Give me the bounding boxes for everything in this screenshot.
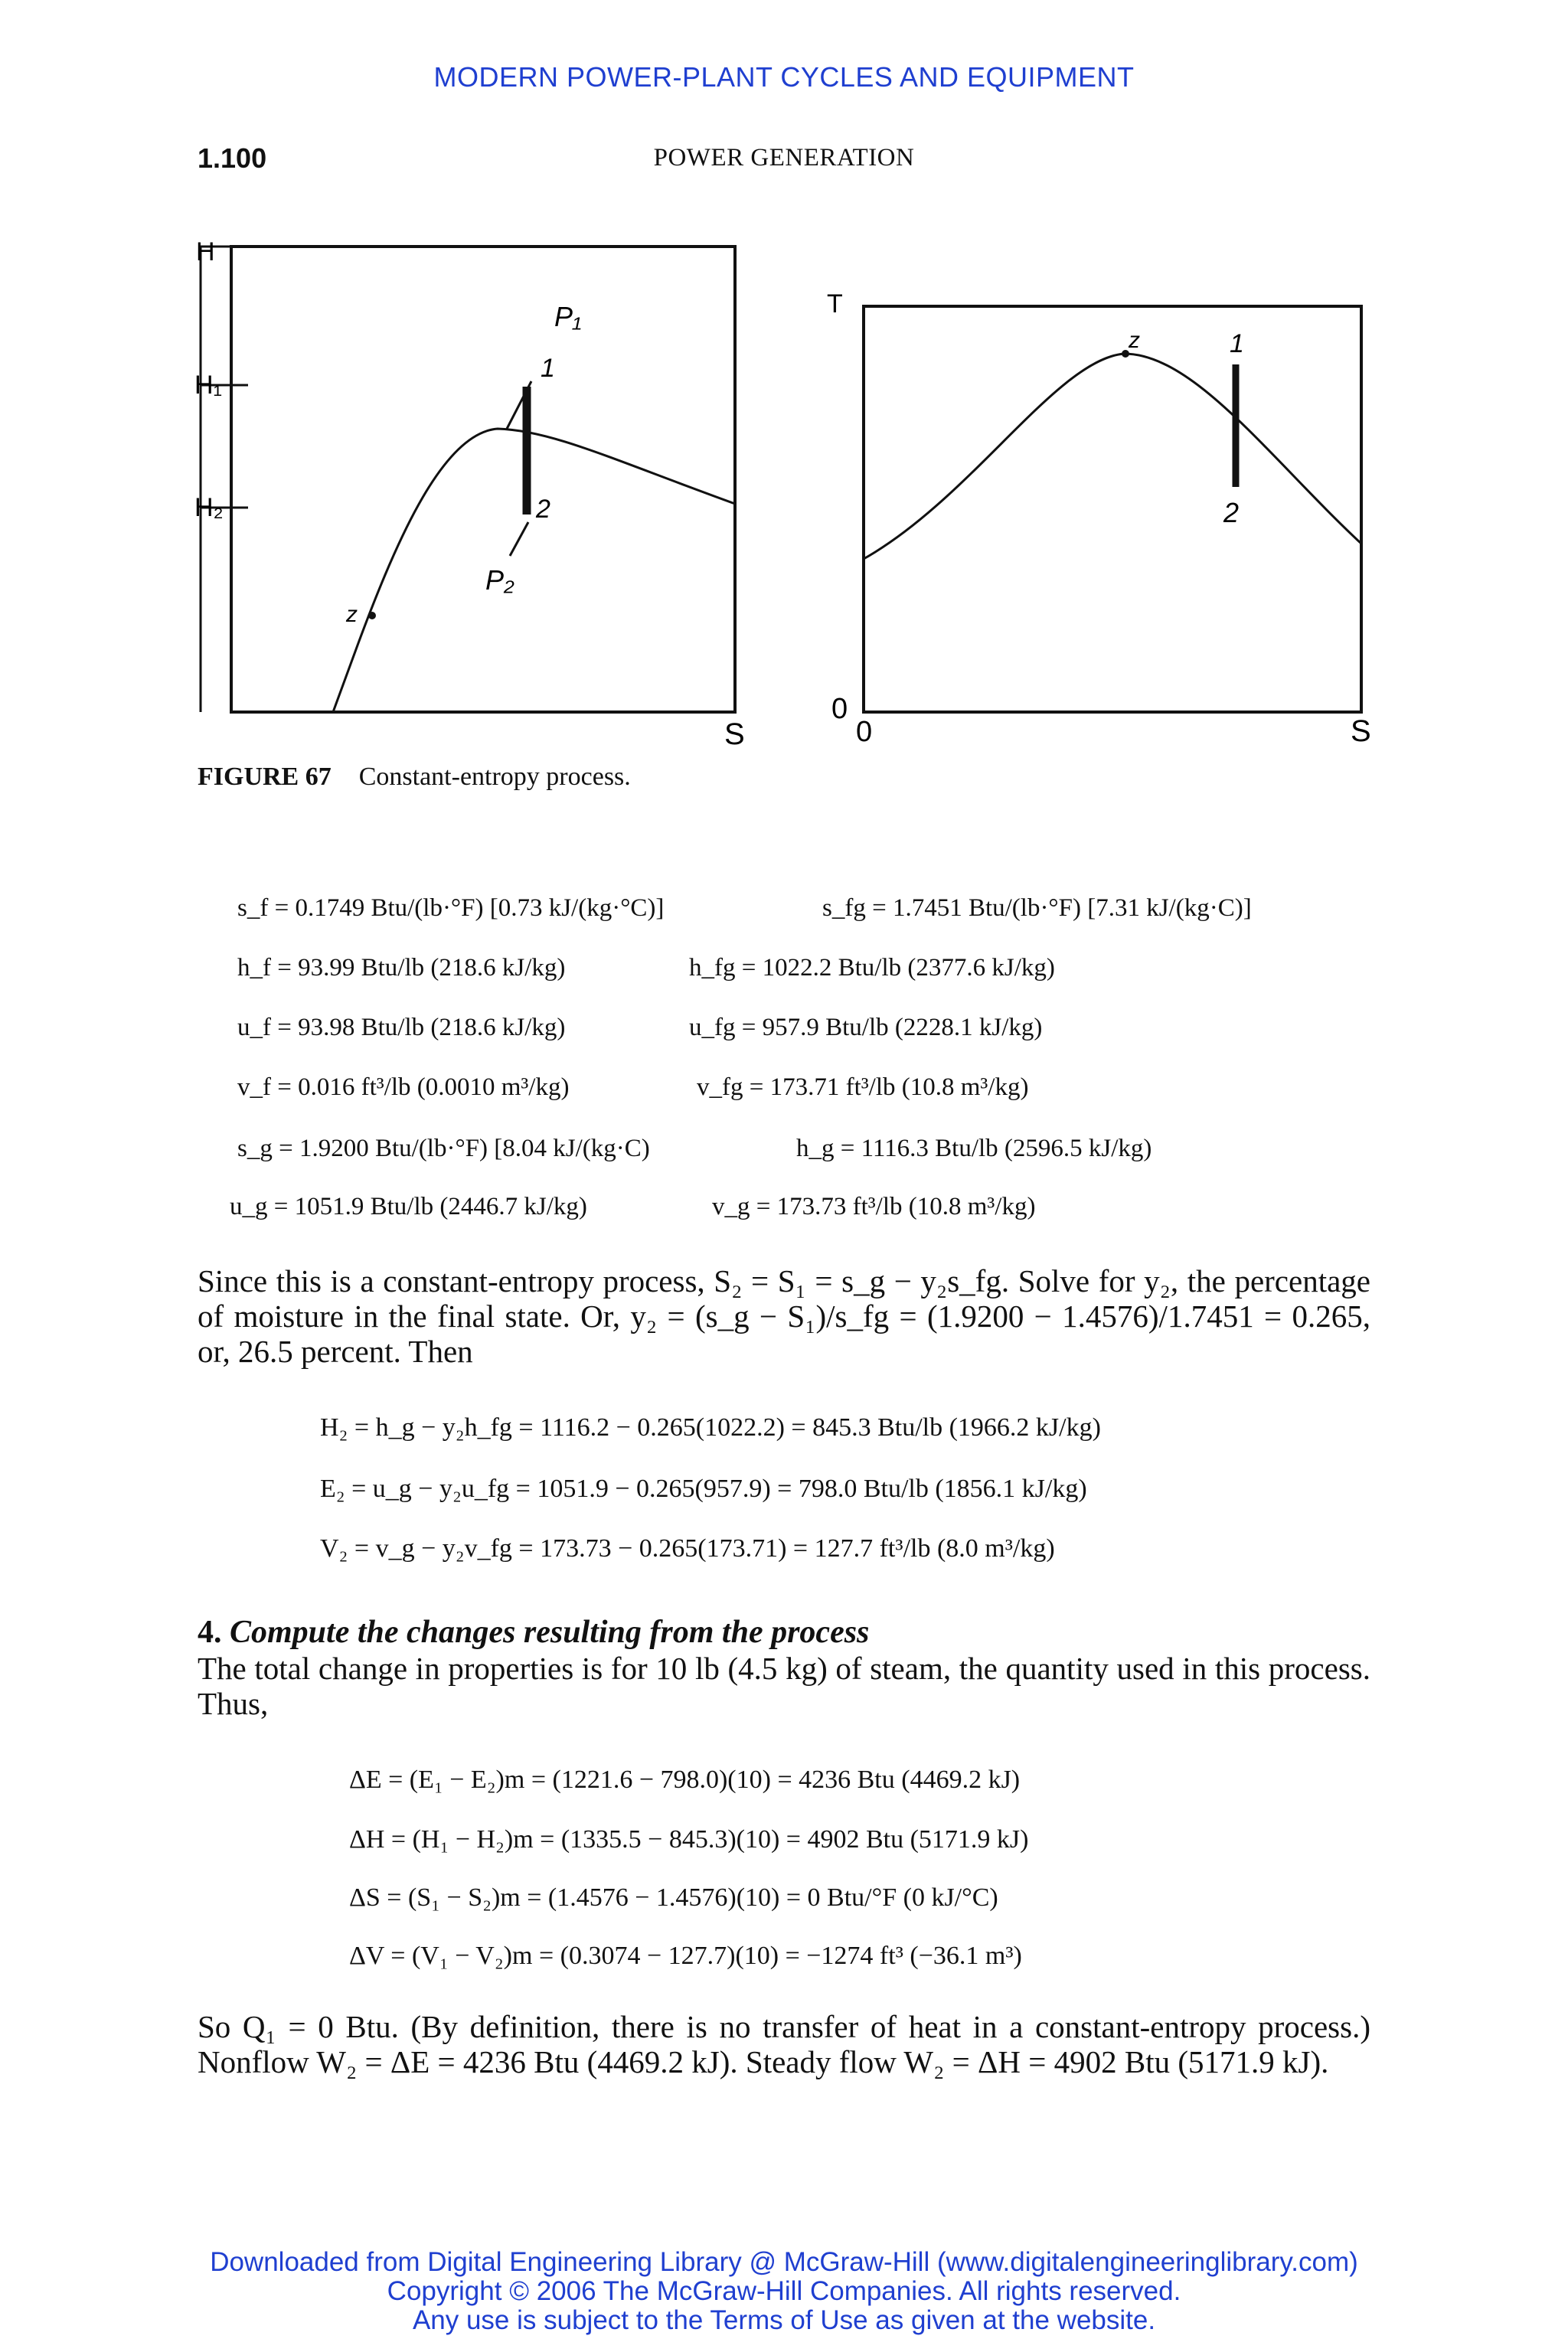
ts-y-axis-label: T: [827, 289, 843, 318]
document-source-banner: MODERN POWER-PLANT CYCLES AND EQUIPMENT: [433, 61, 1135, 93]
hs-point-z: [368, 612, 376, 619]
hs-x-axis-label: S: [724, 717, 745, 751]
property-vg: v_g = 173.73 ft³/lb (10.8 m³/kg): [712, 1193, 1036, 1220]
footer-line-3: Any use is subject to the Terms of Use as given at the website.: [412, 2305, 1156, 2335]
equation-delta-h: ΔH = (H₁ − H₂)m = (1335.5 − 845.3)(10) = 4902 Btu (5171.9 kJ): [349, 1825, 1029, 1854]
property-vf: v_f = 0.016 ft³/lb (0.0010 m³/kg): [237, 1073, 570, 1101]
equation-h2: H₂ = h_g − y₂h_fg = 1116.2 − 0.265(1022.2) = 845.3 Btu/lb (1966.2 kJ/kg): [320, 1413, 1101, 1442]
step-heading: [198, 1614, 869, 1651]
hs-tick-h2-label: H₂: [194, 493, 224, 522]
ts-x-origin-label: 0: [856, 716, 873, 748]
equation-delta-s: ΔS = (S₁ − S₂)m = (1.4576 − 1.4576)(10) = 0 Btu/°F (0 kJ/°C): [349, 1883, 998, 1912]
figure-caption-text: Constant-entropy process.: [358, 763, 631, 791]
equation-delta-e: ΔE = (E₁ − E₂)m = (1221.6 − 798.0)(10) = 4236 Btu (4469.2 kJ): [349, 1766, 1021, 1794]
figure-67-diagram: [0, 222, 1568, 758]
property-hf: h_f = 93.99 Btu/lb (218.6 kJ/kg): [237, 954, 566, 982]
property-sfg: s_fg = 1.7451 Btu/(lb·°F) [7.31 kJ/(kg·C)]: [822, 894, 1252, 922]
property-ufg: u_fg = 957.9 Btu/lb (2228.1 kJ/kg): [689, 1014, 1043, 1041]
paragraph-work: So Q₁ = 0 Btu. (By definition, there is no transfer of heat in a constant-entropy process.) Nonflow W₂ = ΔE = 4236 Btu (4469.2 kJ). Steady flow W₂ = ΔH = 4902 Btu (5171.9 kJ).: [198, 2009, 1370, 2079]
property-sg: s_g = 1.9200 Btu/(lb·°F) [8.04 kJ/(kg·C): [237, 1135, 650, 1162]
footer-download-notice: [0, 2248, 1568, 2335]
equation-v2: V₂ = v_g − y₂v_fg = 173.73 − 0.265(173.71) = 127.7 ft³/lb (8.0 m³/kg): [320, 1534, 1055, 1563]
footer-line-1: Downloaded from Digital Engineering Library @ McGraw-Hill (www.digitalengineeringlibrary.com): [210, 2247, 1358, 2277]
running-head: POWER GENERATION: [653, 144, 915, 172]
ts-diagram: [827, 289, 1371, 748]
hs-label-z: z: [346, 602, 358, 627]
hs-label-2: 2: [536, 495, 550, 524]
ts-label-z: z: [1129, 328, 1140, 353]
hs-label-p2: P₂: [485, 564, 514, 596]
paragraph-total-change: The total change in properties is for 10 lb (4.5 kg) of steam, the quantity used in this process. Thus,: [198, 1651, 1370, 1721]
hs-pressure-line-p2: [510, 522, 528, 556]
hs-y-axis-label: H: [196, 237, 215, 266]
footer-line-2: Copyright © 2006 The McGraw-Hill Companies. All rights reserved.: [387, 2276, 1181, 2306]
equation-delta-v: ΔV = (V₁ − V₂)m = (0.3074 − 127.7)(10) = −1274 ft³ (−36.1 m³): [349, 1942, 1022, 1970]
step-title: Compute the changes resulting from the process: [230, 1615, 870, 1650]
hs-plot-frame: [231, 247, 735, 712]
property-hfg: h_fg = 1022.2 Btu/lb (2377.6 kJ/kg): [689, 954, 1055, 982]
ts-x-axis-label: S: [1351, 714, 1371, 748]
figure-caption: [198, 763, 631, 792]
hs-label-p1: P₁: [554, 301, 582, 332]
ts-label-1: 1: [1230, 329, 1244, 358]
hs-saturation-curve: [333, 429, 735, 712]
property-uf: u_f = 93.98 Btu/lb (218.6 kJ/kg): [237, 1014, 566, 1041]
ts-label-2: 2: [1223, 497, 1240, 528]
step-number: 4.: [198, 1615, 222, 1650]
property-ug: u_g = 1051.9 Btu/lb (2446.7 kJ/kg): [230, 1193, 587, 1220]
page-number: 1.100: [198, 142, 267, 174]
property-sf: s_f = 0.1749 Btu/(lb·°F) [0.73 kJ/(kg·°C)]: [237, 894, 665, 922]
ts-saturation-dome: [864, 354, 1361, 559]
hs-label-1: 1: [541, 354, 555, 383]
equation-e2: E₂ = u_g − y₂u_fg = 1051.9 − 0.265(957.9) = 798.0 Btu/lb (1856.1 kJ/kg): [320, 1475, 1087, 1503]
property-vfg: v_fg = 173.71 ft³/lb (10.8 m³/kg): [697, 1073, 1029, 1101]
ts-y-origin-label: 0: [831, 693, 848, 725]
paragraph-moisture: Since this is a constant-entropy process, S₂ = S₁ = s_g − y₂s_fg. Solve for y₂, the percentage of moisture in the final state. Or, y₂ = (s_g − S₁)/s_fg = (1.9200 − 1.4576)/1.7451 = 0.265, or, 26.5 percent. Then: [198, 1263, 1370, 1369]
property-hg: h_g = 1116.3 Btu/lb (2596.5 kJ/kg): [796, 1135, 1152, 1162]
hs-tick-h1-label: H₁: [194, 371, 223, 400]
hs-diagram: [194, 237, 745, 751]
ts-plot-frame: [864, 306, 1361, 712]
figure-caption-number: FIGURE 67: [198, 763, 332, 791]
